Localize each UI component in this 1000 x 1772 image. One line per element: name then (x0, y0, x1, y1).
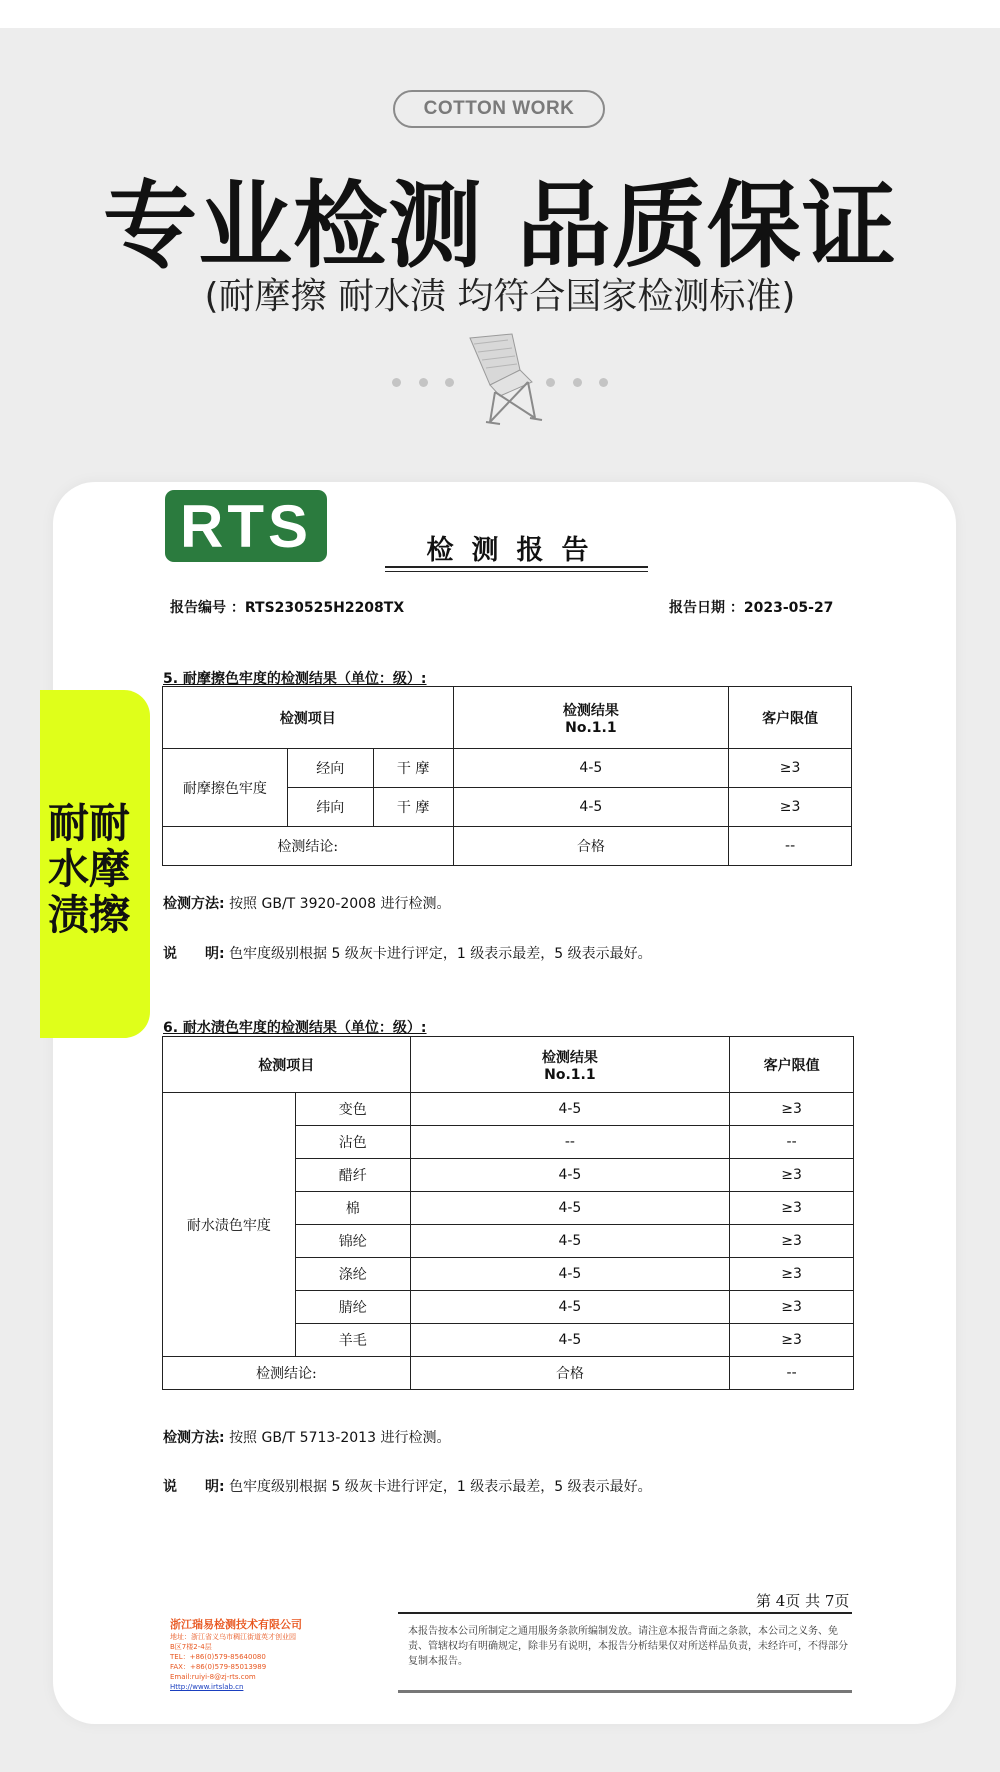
group-label: 耐摩擦色牢度 (163, 749, 288, 827)
table-row: 涤纶 4-5 ≥3 (163, 1258, 854, 1291)
table-row: 纬向 干 摩 4-5 ≥3 (163, 788, 852, 827)
section6-title: 6. 耐水渍色牢度的检测结果（单位：级）: (163, 1020, 427, 1036)
company-name: 浙江瑞易检测技术有限公司 (170, 1618, 302, 1631)
rts-logo: RTS (165, 490, 327, 562)
title-underline (385, 566, 648, 568)
section6-note: 说 明: 色牢度级别根据 5 级灰卡进行评定，1 级表示最差，5 级表示最好。 (163, 1479, 652, 1495)
section6-method: 检测方法: 按照 GB/T 5713-2013 进行检测。 (163, 1430, 451, 1446)
decor-dots-left (392, 378, 454, 388)
section5-note: 说 明: 色牢度级别根据 5 级灰卡进行评定，1 级表示最差，5 级表示最好。 (163, 946, 652, 962)
report-title: 检测报告 (426, 535, 607, 566)
brand-pill: COTTON WORK (393, 90, 605, 128)
report-date: 报告日期 ：2023-05-27 (669, 600, 834, 616)
footer-rule-bottom (398, 1690, 852, 1693)
table-header-row: 检测项目 检测结果 No.1.1 客户限值 (163, 1037, 854, 1093)
table-row: 沾色 -- -- (163, 1126, 854, 1159)
chair-icon (450, 330, 550, 430)
report-number: 报告编号 ：RTS230525H2208TX (170, 600, 405, 616)
table-row: 棉 4-5 ≥3 (163, 1192, 854, 1225)
table-header-row (163, 687, 852, 749)
side-tab-text: 耐耐 水摩 渍擦 (48, 799, 130, 939)
decor-dots-right (546, 378, 608, 388)
section5-title: 5. 耐摩擦色牢度的检测结果（单位：级）: (163, 671, 427, 687)
footer-disclaimer: 本报告按本公司所制定之通用服务条款所编制发放。请注意本报告背面之条款，本公司之义务、免责、管辖权均有明确规定，除非另有说明，本报告分析结果仅对所送样品负责，未经许可，不得部分复制本报告。 (408, 1626, 848, 1667)
table-row: 耐水渍色牢度 变色 4-5 ≥3 (163, 1093, 854, 1126)
section5-method: 检测方法: 按照 GB/T 3920-2008 进行检测。 (163, 896, 451, 912)
table-row: 醋纤 4-5 ≥3 (163, 1159, 854, 1192)
table-row: 羊毛 4-5 ≥3 (163, 1324, 854, 1357)
page-title: 专业检测 品质保证 (103, 172, 897, 281)
title-underline-thin (385, 571, 648, 572)
footer-rule-top (398, 1612, 852, 1614)
page-subtitle: (耐摩擦 耐水渍 均符合国家检测标准) (204, 276, 796, 317)
conclusion-row: 检测结论: 合格 -- (163, 1357, 854, 1390)
company-info: 浙江瑞易检测技术有限公司 地址：浙江省义乌市稠江街道英才创业园 B区7楼2-4层 TEL：+86(0)579-85640080 FAX：+86(0)579-85013989 Email:ruiyi-8@zj-rts.com Http://www.irtslab.cn (170, 1617, 390, 1692)
header-limit: 客户限值 (729, 687, 852, 749)
company-url[interactable]: Http://www.irtslab.cn (170, 1683, 244, 1691)
section5-table (162, 686, 852, 866)
table-row: 耐摩擦色牢度 经向 干 摩 4-5 ≥3 (163, 749, 852, 788)
group-label: 耐水渍色牢度 (163, 1093, 296, 1357)
header-result: 检测结果 No.1.1 (453, 687, 729, 749)
table-row: 锦纶 4-5 ≥3 (163, 1225, 854, 1258)
page-number: 第 4页 共 7页 (756, 1592, 850, 1610)
table-row: 腈纶 4-5 ≥3 (163, 1291, 854, 1324)
header-item: 检测项目 (163, 687, 454, 749)
conclusion-row: 检测结论: 合格 -- (163, 827, 852, 866)
section6-table (162, 1036, 854, 1390)
